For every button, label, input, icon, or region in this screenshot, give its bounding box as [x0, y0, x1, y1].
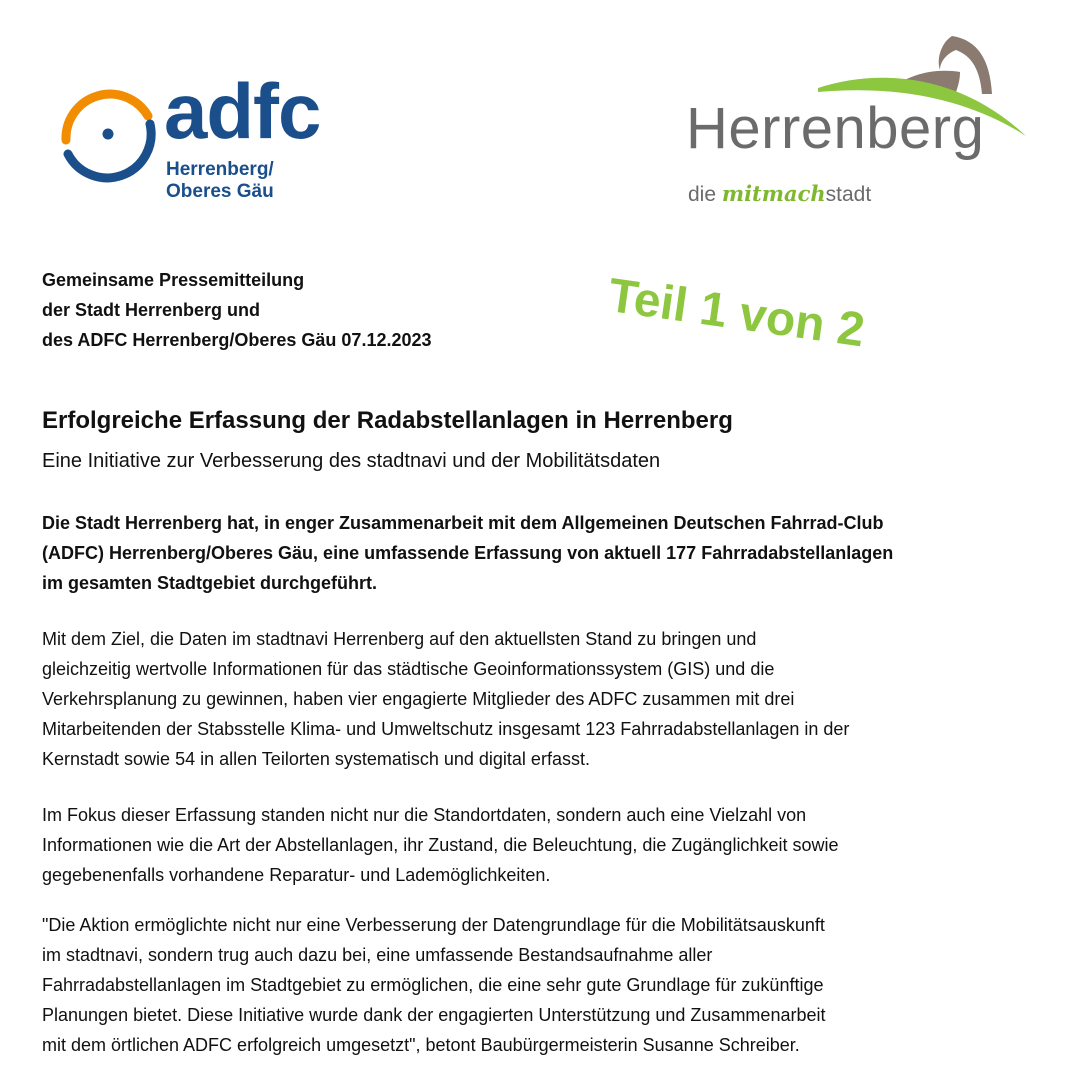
press-header-line-3: des ADFC Herrenberg/Oberes Gäu 07.12.2023 [42, 330, 432, 350]
herrenberg-logo [660, 30, 1040, 220]
body-paragraph-2 [42, 800, 1042, 890]
paragraph-line: gegebenenfalls vorhandene Reparatur- und Lademöglichkeiten. [42, 865, 551, 885]
lead-line: Die Stadt Herrenberg hat, in enger Zusammenarbeit mit dem Allgemeinen Deutschen Fahrrad-Club [42, 513, 884, 533]
press-header-line-1: Gemeinsame Pressemitteilung [42, 270, 305, 290]
paragraph-line: Mitarbeitenden der Stabsstelle Klima- und Umweltschutz insgesamt 123 Fahrradabstellanlagen in der [42, 719, 850, 739]
paragraph-line: Verkehrsplanung zu gewinnen, haben vier engagierte Mitglieder des ADFC zusammen mit drei [42, 689, 795, 709]
press-header-line-2: der Stadt Herrenberg und [42, 300, 261, 320]
body-paragraph-3 [42, 910, 1042, 1060]
adfc-sub-line-2: Oberes Gäu [166, 181, 274, 202]
body-paragraph-1 [42, 624, 1042, 774]
adfc-wordmark: adfc [164, 67, 321, 155]
paragraph-line: "Die Aktion ermöglichte nicht nur eine Verbesserung der Datengrundlage für die Mobilitätsauskunft [42, 915, 825, 935]
lead-paragraph [42, 508, 1042, 598]
paragraph-line: gleichzeitig wertvolle Informationen für das städtische Geoinformationssystem (GIS) und die [42, 659, 775, 679]
paragraph-line: Informationen wie die Art der Abstellanlagen, ihr Zustand, die Beleuchtung, die Zugänglichkeit sowie [42, 835, 839, 855]
part-label: Teil 1 von 2 [605, 269, 868, 358]
adfc-sub-line-1: Herrenberg/ [166, 159, 274, 180]
paragraph-line: Planungen bietet. Diese Initiative wurde dank der engagierten Unterstützung und Zusammenarbeit [42, 1005, 826, 1025]
paragraph-line: Fahrradabstellanlagen im Stadtgebiet zu ermöglichen, die eine sehr gute Grundlage für zukünftige [42, 975, 824, 995]
lead-line: (ADFC) Herrenberg/Oberes Gäu, eine umfassende Erfassung von aktuell 177 Fahrradabstellanlagen [42, 543, 894, 563]
adfc-ring-icon [52, 78, 164, 190]
paragraph-line: Im Fokus dieser Erfassung standen nicht nur die Standortdaten, sondern auch eine Vielzahl von [42, 805, 807, 825]
tagline-suffix: stadt [825, 183, 872, 206]
herrenberg-wordmark: Herrenberg [686, 96, 985, 161]
tagline-accent: mitmach [721, 181, 826, 206]
herrenberg-tagline [688, 183, 871, 205]
paragraph-line: im stadtnavi, sondern trug auch dazu bei, eine umfassende Bestandsaufnahme aller [42, 945, 713, 965]
adfc-logo [52, 67, 342, 208]
subheadline: Eine Initiative zur Verbesserung des stadtnavi und der Mobilitätsdaten [42, 450, 661, 472]
paragraph-line: Mit dem Ziel, die Daten im stadtnavi Herrenberg auf den aktuellsten Stand zu bringen und [42, 629, 757, 649]
headline: Erfolgreiche Erfassung der Radabstellanlagen in Herrenberg [42, 407, 733, 434]
tagline-prefix: die [688, 183, 722, 206]
paragraph-line: Kernstadt sowie 54 in allen Teilorten systematisch und digital erfasst. [42, 749, 590, 769]
paragraph-line: mit dem örtlichen ADFC erfolgreich umgesetzt", betont Baubürgermeisterin Susanne Schreiber. [42, 1035, 800, 1055]
lead-line: im gesamten Stadtgebiet durchgeführt. [42, 573, 378, 593]
